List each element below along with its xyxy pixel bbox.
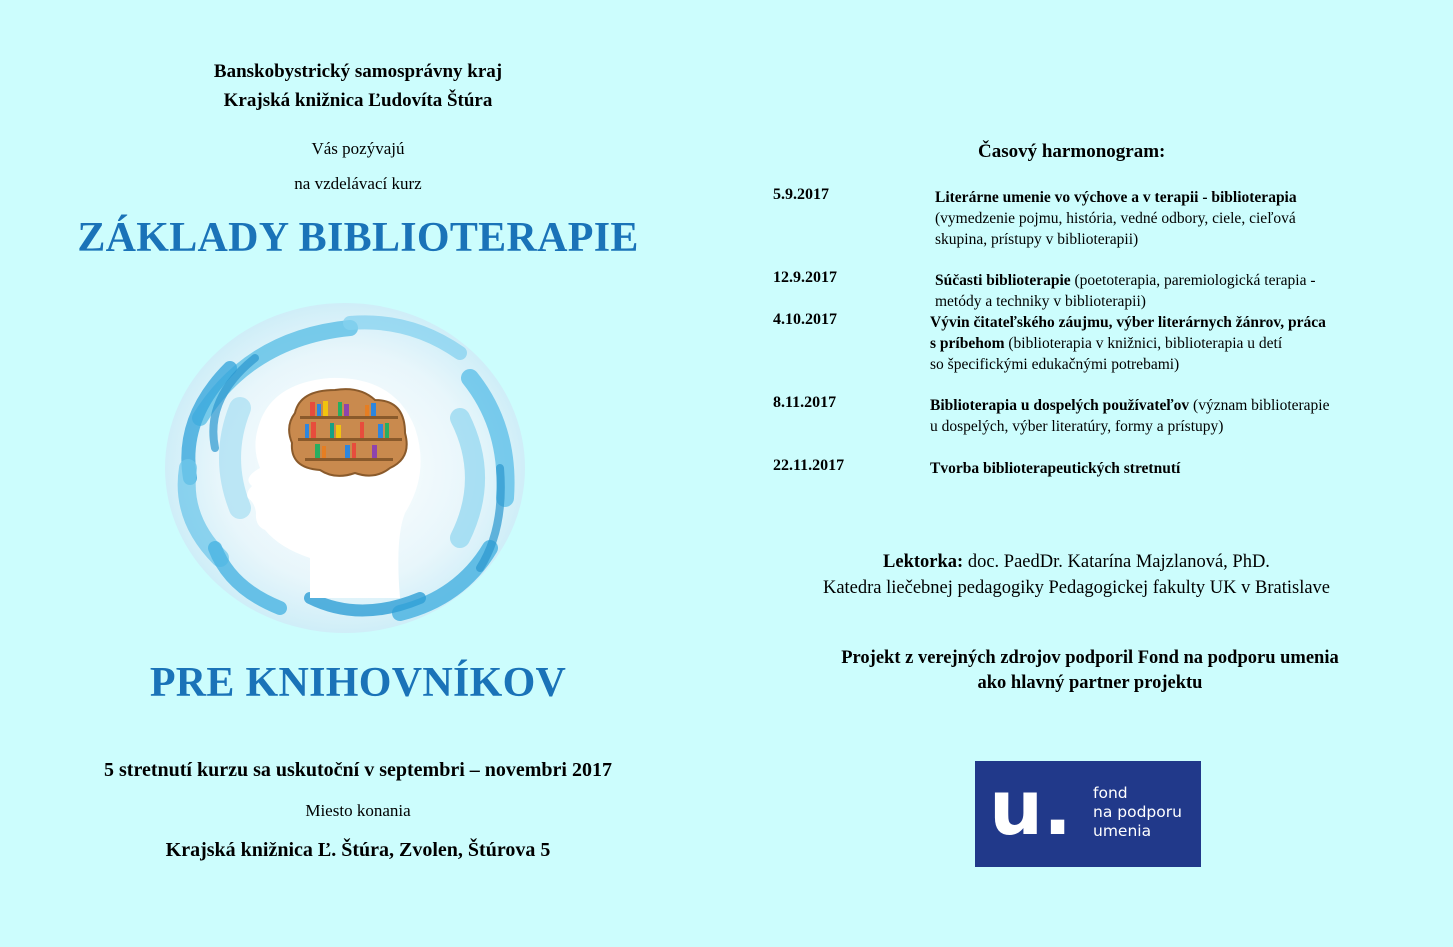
schedule-description [935,187,1405,250]
schedule-detail: (význam biblioterapie [1193,397,1330,414]
schedule-detail: u dospelých, výber literatúry, formy a prístupy) [930,418,1224,435]
meetings-info: 5 stretnutí kurzu sa uskutoční v septembri – novembri 2017 [104,759,612,781]
schedule-date: 4.10.2017 [773,311,837,328]
schedule-detail: so špecifickými edukačnými potrebami) [930,356,1180,373]
lecturer-block [760,549,1393,601]
lecturer-label: Lektorka: [883,552,964,572]
lecturer-department: Katedra liečebnej pedagogiky Pedagogickej fakulty UK v Bratislave [822,578,1331,598]
schedule-detail: skupina, prístupy v biblioterapii) [935,231,1139,248]
venue-label: Miesto konania [305,801,411,820]
logo-line-3: umenia [1093,822,1152,840]
schedule-description [930,395,1410,437]
schedule-topic: Súčasti biblioterapie [935,272,1071,289]
schedule-description [930,312,1410,375]
bookshelf-brain [289,389,407,476]
org-name [0,57,716,115]
schedule-topic: s príbehom [930,335,1005,352]
logo-line-1: fond [1093,784,1128,802]
schedule-date: 8.11.2017 [773,394,837,411]
head-with-bookshelf-brain-icon [160,298,530,638]
venue-address: Krajská knižnica Ľ. Štúra, Zvolen, Štúrova 5 [165,839,551,861]
logo-text [1093,784,1182,841]
schedule-heading: Časový harmonogram: [978,141,1166,162]
course-subtitle: PRE KNIHOVNÍKOV [149,660,567,706]
schedule-topic: Literárne umenie vo výchove a v terapii - biblioterapia [935,189,1297,206]
schedule-description [930,458,1410,479]
org-line-2: Krajská knižnica Ľudovíta Štúra [223,90,493,111]
schedule-detail: (vymedzenie pojmu, história, vedné odbory, ciele, cieľová [935,210,1296,227]
logo-mark: u. [989,763,1072,852]
schedule-date: 5.9.2017 [773,186,829,203]
project-support [770,646,1410,696]
schedule-description [935,270,1405,312]
fond-logo [975,761,1201,867]
lecturer-name: doc. PaedDr. Katarína Majzlanová, PhD. [967,552,1270,572]
schedule-date: 12.9.2017 [773,269,837,286]
org-line-1: Banskobystrický samosprávny kraj [213,61,503,82]
invite-line-2: na vzdelávací kurz [294,174,422,193]
project-line-1: Projekt z verejných zdrojov podporil Fond na podporu umenia [841,648,1339,668]
logo-line-2: na podporu [1093,803,1182,821]
course-title: ZÁKLADY BIBLIOTERAPIE [77,215,639,261]
schedule-topic: Tvorba biblioterapeutických stretnutí [930,460,1181,477]
project-line-2: ako hlavný partner projektu [977,673,1203,693]
schedule-detail: metódy a techniky v biblioterapii) [935,293,1146,310]
schedule-detail: (biblioterapia v knižnici, biblioterapia u detí [1008,335,1283,352]
schedule-topic: Biblioterapia u dospelých používateľov [930,397,1190,414]
schedule-detail: (poetoterapia, paremiologická terapia - [1074,272,1316,289]
schedule-topic: Vývin čitateľského záujmu, výber literárnych žánrov, práca [930,314,1326,331]
invite-line-1: Vás pozývajú [311,139,405,158]
schedule-date: 22.11.2017 [773,457,845,474]
